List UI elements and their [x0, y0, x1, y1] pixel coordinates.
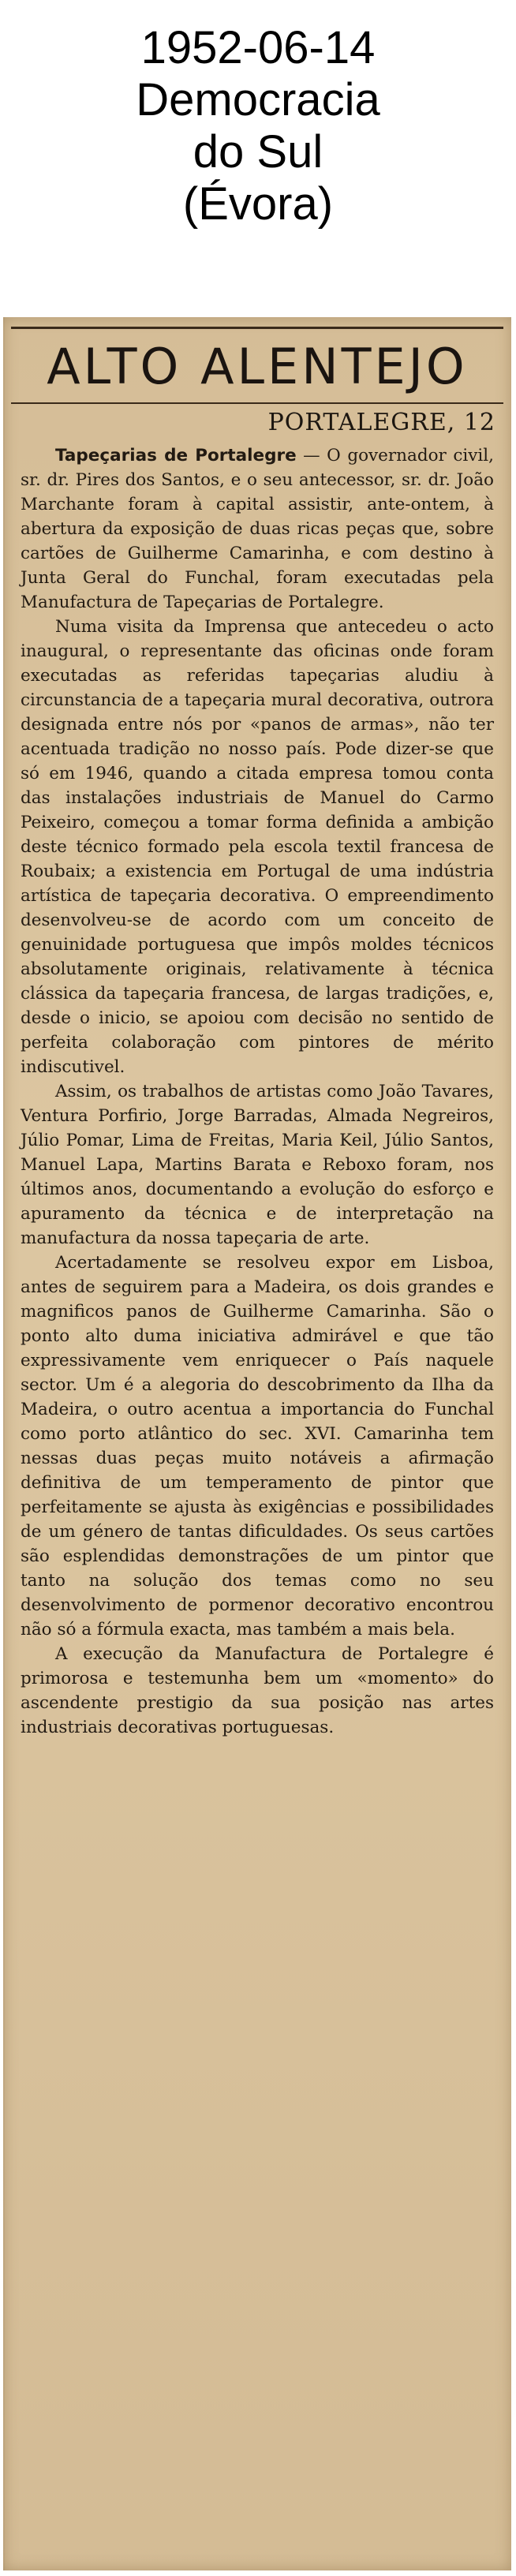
- paragraph-text: — O governador civil, sr. dr. Pires dos Santos, e o seu antecessor, sr. dr. João Marchante foram à capital assistir, ante-ontem, à abertura da exposição de duas ricas peças que, sobre cartões de Guilherme Camarinha, e com destino à Junta Geral do Funchal, foram executadas pela Manufactura de Tapeçarias de Portalegre.: [21, 446, 494, 612]
- article-lead: Tapeçarias de Portalegre: [55, 446, 297, 465]
- article-paragraph: [21, 1251, 494, 1642]
- top-rule: [11, 327, 503, 329]
- article-paragraph: [21, 1642, 494, 1740]
- dateline: PORTALEGRE, 12: [267, 409, 495, 436]
- caption-date: 1952-06-14: [140, 22, 376, 73]
- article-paragraph: [21, 1079, 494, 1251]
- article-paragraph: [21, 443, 494, 615]
- paragraph-text: Assim, os trabalhos de artistas como João Tavares, Ventura Porfirio, Jorge Barradas, Almada Negreiros, Júlio Pomar, Lima de Freitas, Maria Keil, Júlio Santos, Manuel Lapa, Martins Barata e Reboxo foram, nos últimos anos, documentando a evolução do esforço e apuramento da técnica e de interpretação na manufactura da nossa tapeçaria de arte.: [21, 1082, 494, 1248]
- newspaper-clipping: [3, 317, 511, 2570]
- paragraph-text: A execução da Manufactura de Portalegre é primorosa e testemunha bem um «momento» do ascendente prestigio da sua posição nas artes industriais decorativas portuguesas.: [21, 1644, 494, 1737]
- article-paragraph: [21, 615, 494, 1079]
- paragraph-text: Acertadamente se resolveu expor em Lisboa, antes de seguirem para a Madeira, os dois grandes e magnificos panos de Guilherme Camarinha. São o ponto alto duma iniciativa admirável e que tão expressivamente vem enriquecer o País naquele sector. Um é a alegoria do descobrimento da Ilha da Madeira, o outro acentua a importancia do Funchal como porto atlântico do sec. XVI. Camarinha tem nessas duas peças muito notáveis a afirmação definitiva de um temperamento de pintor que perfeitamente se ajusta às exigências e possibilidades de um género de tantas dificuldades. Os seus cartões são esplendidas demonstrações de um pintor que tanto na solução dos temas como no seu desenvolvimento de pormenor decorativo encontrou não só a fórmula exacta, mas também a mais bela.: [21, 1253, 494, 1639]
- title-rule: [11, 402, 503, 404]
- caption-newspaper-cont: do Sul: [193, 126, 323, 178]
- caption-newspaper: Democracia: [136, 74, 380, 125]
- section-title: ALTO ALENTEJO: [47, 338, 468, 395]
- paragraph-text: Numa visita da Imprensa que antecedeu o acto inaugural, o representante das oficinas onde foram executadas as referidas tapeçarias aludiu à circunstancia de a tapeçaria mural decorativa, outrora designada entre nós por «panos de armas», não ter acentuada tradição no nosso país. Pode dizer-se que só em 1946, quando a citada empresa tomou conta das instalações industriais de Manuel do Carmo Peixeiro, começou a tomar forma definida a ambição deste técnico formado pela escola textil francesa de Roubaix; a existencia em Portugal de uma indústria artística de tapeçaria decorativa. O empreendimento desenvolveu-se de acordo com um conceito de genuinidade portuguesa que impôs moldes técnicos absolutamente originais, relativamente à técnica clássica da tapeçaria francesa, de largas tradições, e, desde o inicio, se apoiou com decisão no sentido de perfeita colaboração com pintores de mérito indiscutivel.: [21, 617, 494, 1077]
- article-body: [21, 443, 494, 1740]
- caption-city: (Évora): [182, 178, 334, 230]
- source-caption: [0, 22, 516, 230]
